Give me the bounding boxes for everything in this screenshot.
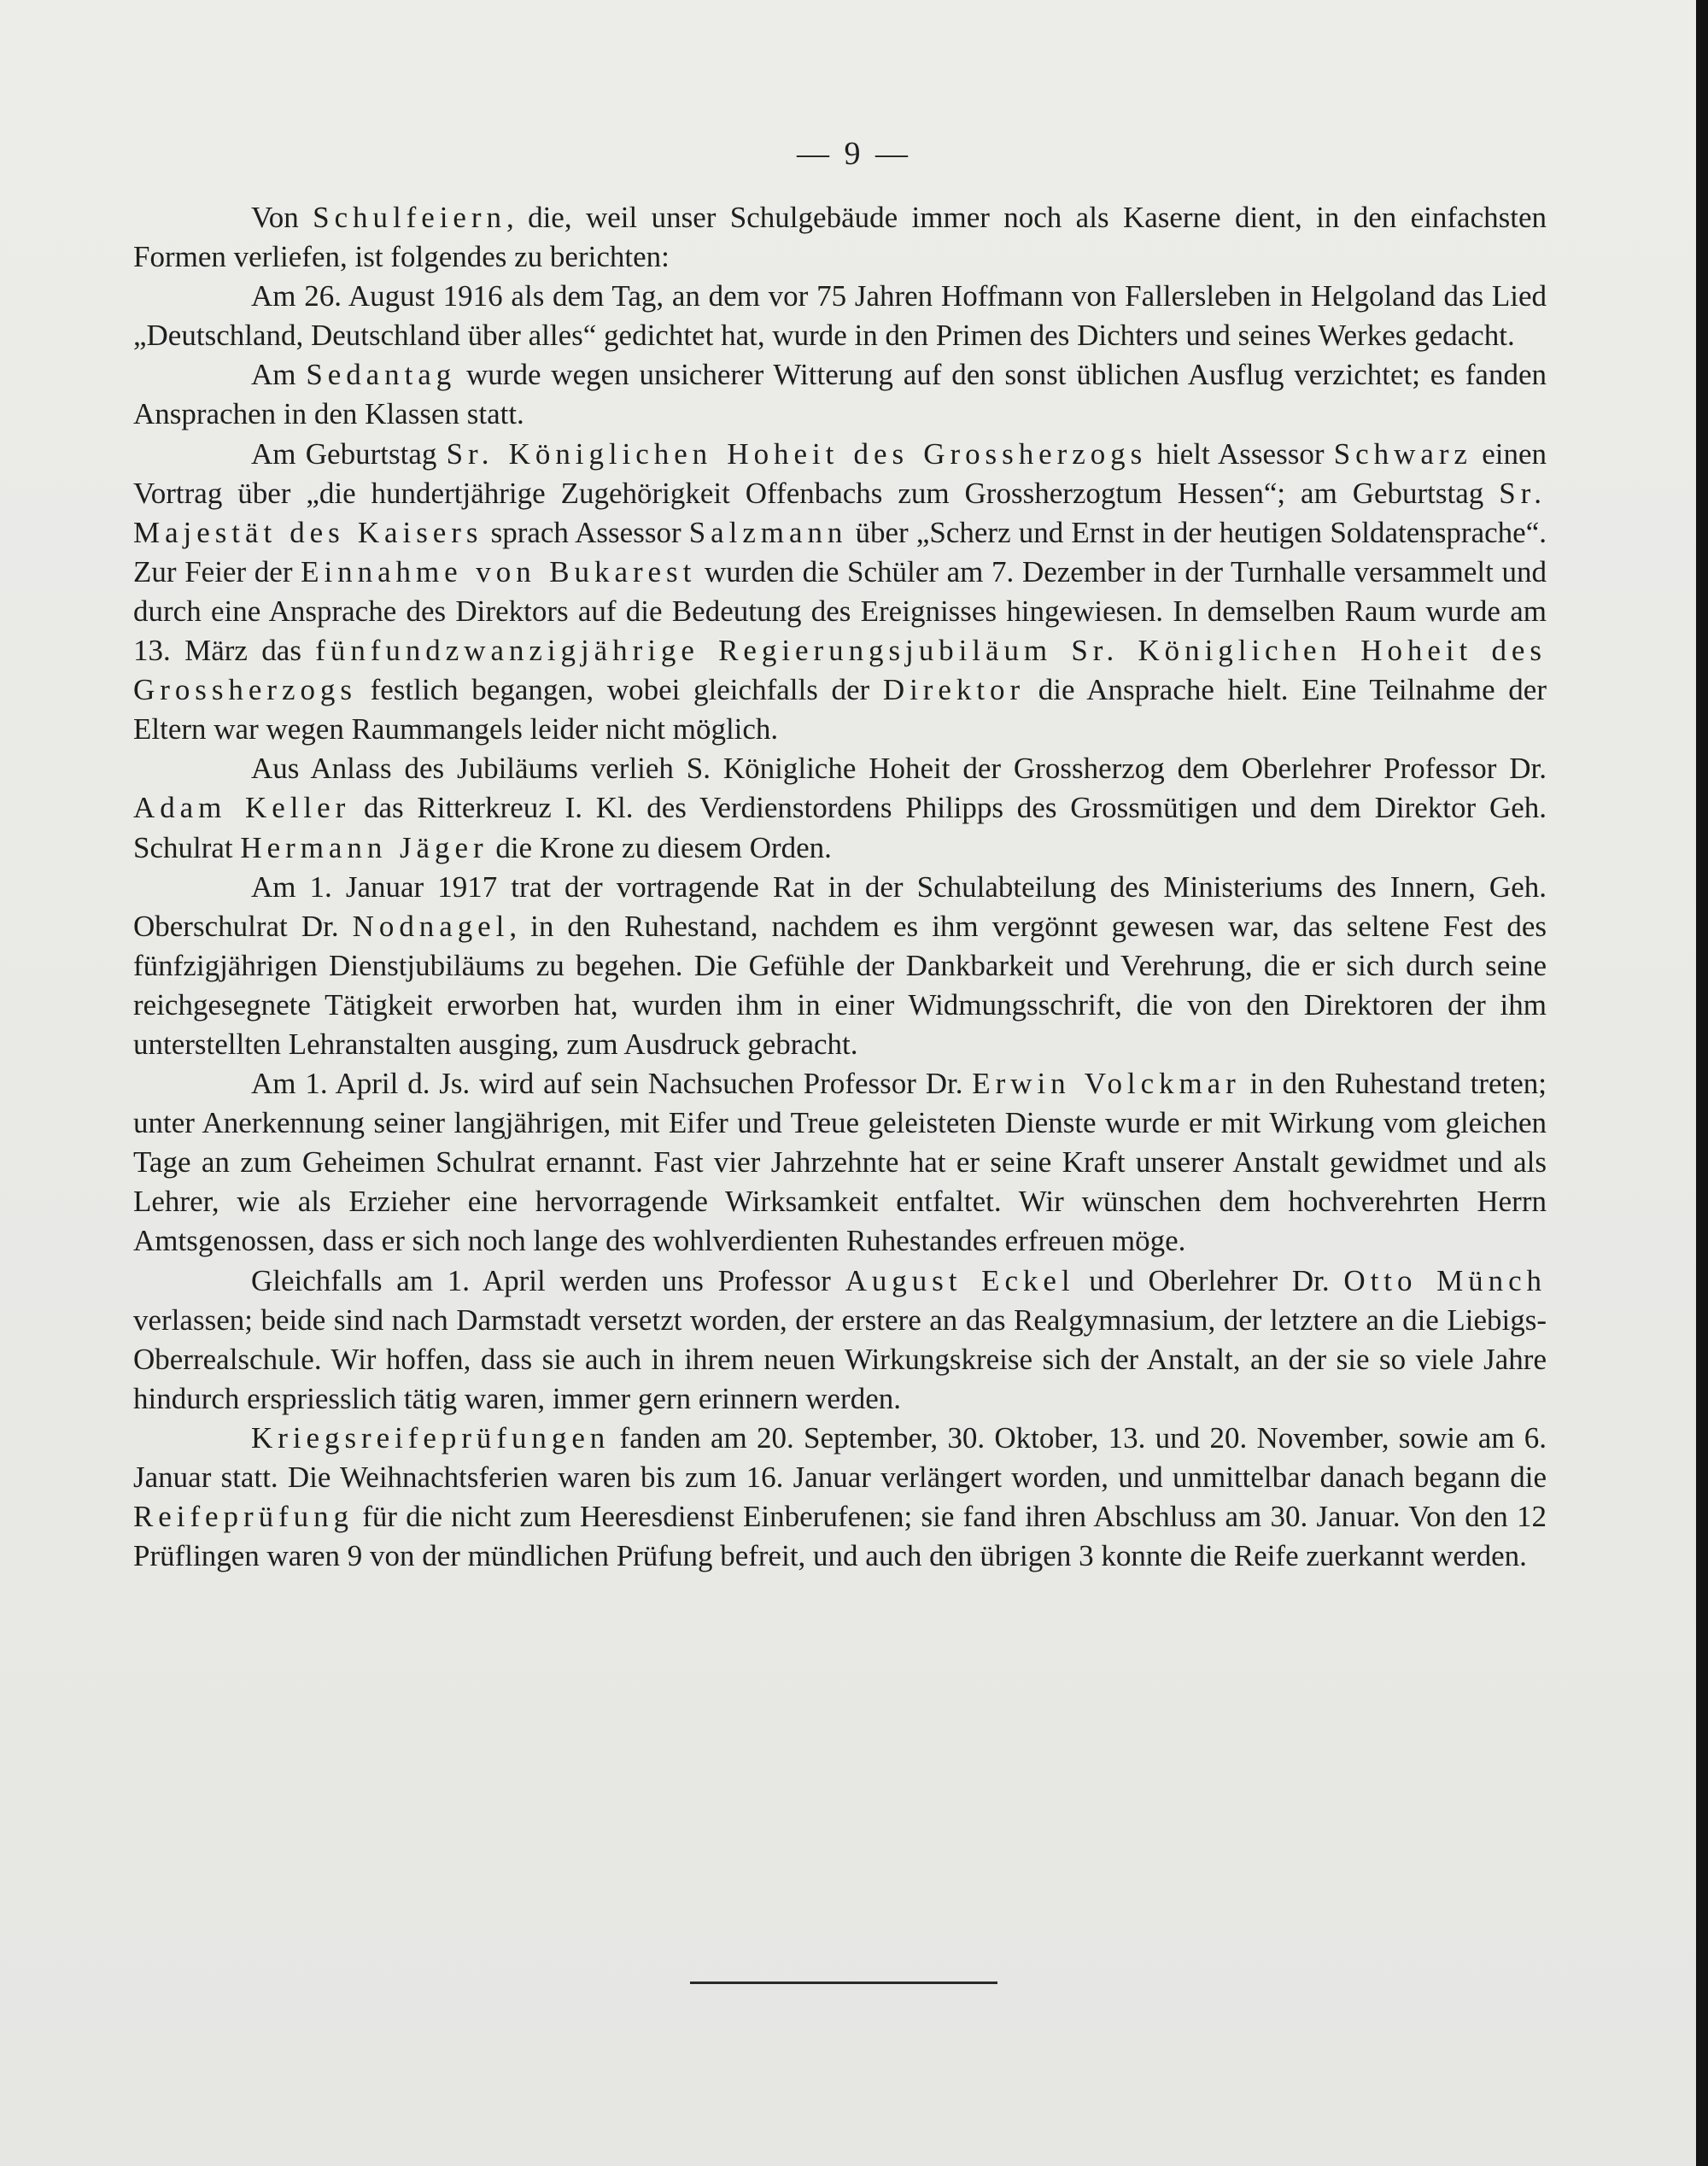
emphasized-text: Nodnagel — [352, 909, 510, 943]
paragraph — [133, 868, 1547, 1064]
text-run: die Krone zu diesem Orden. — [488, 830, 832, 864]
text-run: Am 26. August 1916 als dem Tag, an dem vor 75 Jahren Hoffmann von Fallersleben in Helgoland das Lied „Deutschland, Deutschland über alles“ gedichtet hat, wurde in den Primen des Dichters und seines Werkes gedacht. — [133, 279, 1547, 353]
scan-edge — [1696, 0, 1708, 2166]
body-text — [133, 198, 1547, 1576]
text-run: Aus Anlass des Jubiläums verlieh S. Königliche Hoheit der Grossherzog dem Oberlehrer Professor Dr. — [251, 752, 1547, 786]
paragraph — [133, 198, 1547, 277]
emphasized-text: Einnahme von Bukarest — [301, 554, 697, 588]
text-run: wurden die Schüler am 7. Dezember in der Turnhalle versammelt und durch eine Ansprache des Direktors auf die Bedeutung des Ereignisses hingewiesen. In demselben Raum wurde am 13. März das — [133, 554, 1547, 668]
paragraph — [133, 277, 1547, 355]
text-run: , die, weil unser Schulgebäude immer noch als Kaserne dient, in den einfachsten Formen verliefen, ist folgendes zu berichten: — [133, 201, 1547, 274]
paragraph — [133, 355, 1547, 434]
emphasized-text: Otto Münch — [1343, 1263, 1547, 1297]
emphasized-text: Sr. Majestät des Kaisers — [133, 476, 1547, 549]
emphasized-text: Reifeprüfung — [133, 1500, 354, 1534]
paragraph — [133, 1064, 1547, 1261]
emphasized-text: Erwin Volckmar — [972, 1067, 1241, 1101]
text-run: das Ritterkreuz I. Kl. des Verdienstordens Philipps des Grossmütigen und dem Direktor Geh. Schulrat — [133, 791, 1547, 864]
text-run: Am Geburtstag — [251, 436, 447, 471]
text-run: Gleichfalls am 1. April werden uns Professor — [251, 1263, 845, 1297]
text-run: Am — [251, 358, 307, 392]
text-run: über „Scherz und Ernst in der heutigen Soldatensprache“. Zur Feier der — [133, 515, 1547, 588]
emphasized-text: Schwarz — [1333, 436, 1472, 471]
emphasized-text: Direktor — [882, 673, 1026, 707]
text-run: , in den Ruhestand, nachdem es ihm vergönnt gewesen war, das seltene Fest des fünfzigjährigen Dienstjubiläums zu begehen. Die Gefühle der Dankbarkeit und Verehrung, die er sich durch seine reichgesegnete Tätigkeit erworben hat, wurden ihm in einer Widmungsschrift, die von den Direktoren der ihm unterstellten Lehranstalten ausging, zum Ausdruck gebracht. — [133, 909, 1547, 1061]
text-run: Am 1. Januar 1917 trat der vortragende Rat in der Schulabteilung des Ministeriums des Innern, Geh. Oberschulrat Dr. — [133, 869, 1547, 943]
paragraph — [133, 435, 1547, 750]
emphasized-text: Salzmann — [688, 515, 848, 549]
emphasized-text: Kriegsreifeprüfungen — [251, 1420, 611, 1455]
text-run: einen Vortrag über „die hundertjährige Zugehörigkeit Offenbachs zum Grossherzogtum Hessen“; am Geburtstag — [133, 436, 1547, 510]
emphasized-text: Schulfeiern — [313, 201, 506, 234]
text-run: verlassen; beide sind nach Darmstadt versetzt worden, der erstere an das Realgymnasium, der letztere an die Liebigs-Oberrealschule. Wir hoffen, dass sie auch in ihrem neuen Wirkungskreise sich der Anstalt, an der sie so viele Jahre hindurch erspriesslich tätig waren, immer gern erinnern werden. — [133, 1303, 1547, 1415]
text-run: Am 1. April d. Js. wird auf sein Nachsuchen Professor Dr. — [251, 1067, 973, 1101]
text-run: die Ansprache hielt. Eine Teilnahme der Eltern war wegen Raummangels leider nicht möglich. — [133, 673, 1547, 746]
emphasized-text: Adam Keller — [133, 791, 351, 825]
closing-rule — [690, 1982, 997, 1984]
paragraph — [133, 749, 1547, 867]
text-run: und Oberlehrer Dr. — [1074, 1263, 1344, 1297]
emphasized-text: August Eckel — [845, 1263, 1075, 1297]
emphasized-text: Sr. Königlichen Hoheit des Grossherzogs — [446, 436, 1148, 471]
emphasized-text: fünfundzwanzigjährige Regierungsjubiläum Sr. Königlichen Hoheit des Grossherzogs — [133, 634, 1547, 707]
emphasized-text: Hermann Jäger — [240, 830, 488, 864]
text-run: wurde wegen unsicherer Witterung auf den sonst üblichen Ausflug verzichtet; es fanden Ansprachen in den Klassen statt. — [133, 358, 1547, 431]
text-run: sprach Assessor — [483, 515, 689, 549]
text-run: hielt Assessor — [1147, 436, 1334, 471]
text-run: in den Ruhestand treten; unter Anerkennung seiner langjährigen, mit Eifer und Treue geleisteten Dienste wurde er mit Wirkung vom gleichen Tage an zum Geheimen Schulrat ernannt. Fast vier Jahrzehnte hat er seine Kraft unserer Anstalt gewidmet und als Lehrer, wie als Erzieher eine hervorragende Wirksamkeit entfaltet. Wir wünschen dem hochverehrten Herrn Amtsgenossen, dass er sich noch lange des wohlverdienten Ruhestandes erfreuen möge. — [133, 1067, 1547, 1258]
text-run: für die nicht zum Heeresdienst Einberufenen; sie fand ihren Abschluss am 30. Januar. Von den 12 Prüflingen waren 9 von der mündlichen Prüfung befreit, und auch den übrigen 3 konnte die Reife zuerkannt werden. — [133, 1500, 1547, 1573]
text-run: Von — [251, 201, 313, 234]
paragraph — [133, 1419, 1547, 1576]
text-run: fanden am 20. September, 30. Oktober, 13. und 20. November, sowie am 6. Januar statt. Die Weihnachtsferien waren bis zum 16. Januar verlängert worden, und unmittelbar danach begann die — [133, 1420, 1547, 1494]
text-run: festlich begangen, wobei gleichfalls der — [356, 673, 883, 707]
paragraph — [133, 1262, 1547, 1419]
emphasized-text: Sedantag — [306, 358, 457, 392]
page-number: — 9 — — [797, 136, 911, 172]
